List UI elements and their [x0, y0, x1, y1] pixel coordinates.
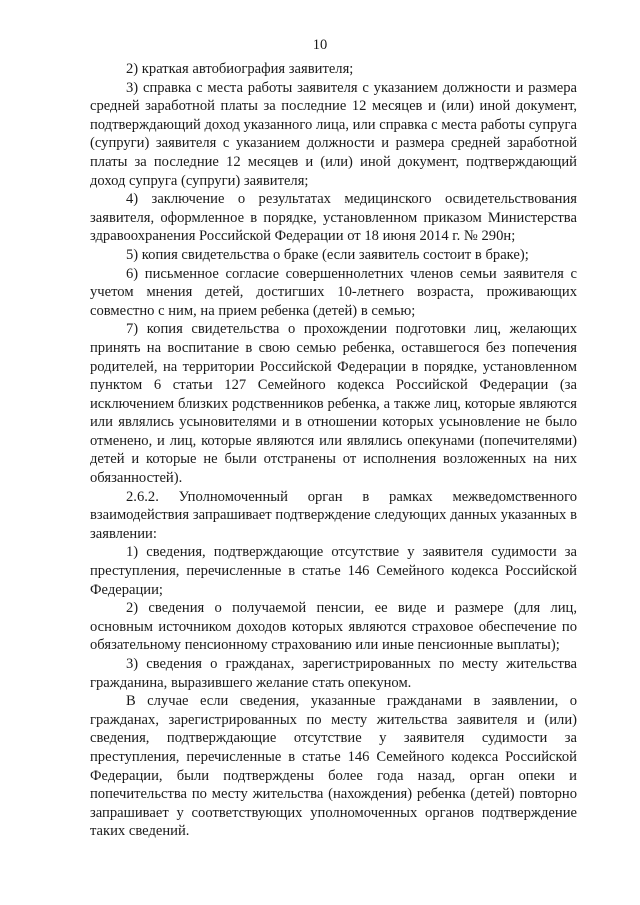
page-number: 10: [312, 37, 328, 53]
paragraph-pension-info: 2) сведения о получаемой пенсии, ее виде и размере (для лиц, основным источником доходов которых являются страховое обеспечение по обязательному пенсионному страхованию или иные пенсионные выплаты);: [90, 600, 577, 654]
paragraph-registered-citizens: 3) сведения о гражданах, зарегистрированных по месту жительства гражданина, выразившего желание стать опекуном.: [90, 656, 577, 691]
paragraph-training-certificate: 7) копия свидетельства о прохождении подготовки лиц, желающих принять на воспитание в свою семью ребенка, оставшегося без попечения родителей, на территории Российской Федерации в порядке, установленном пунктом 6 статьи 127 Семейного кодекса Российской Федерации (за исключением близких родственников ребенка, а также лиц, которые являются или являлись усыновителями и в отношении которых усыновление не было отменено, и лиц, которые являются или являлись опекунами (попечителями) детей и которые не были отстранены от исполнения возложенных на них обязанностей).: [90, 321, 577, 487]
paragraph-family-consent: 6) письменное согласие совершеннолетних членов семьи заявителя с учетом мнения детей, достигших 10-летнего возраста, проживающих совместно с ним, на прием ребенка (детей) в семью;: [90, 265, 577, 319]
paragraph-interagency-request: 2.6.2. Уполномоченный орган в рамках межведомственного взаимодействия запрашивает подтверждение следующих данных указанных в заявлении:: [90, 488, 577, 542]
paragraph-criminal-record: 1) сведения, подтверждающие отсутствие у заявителя судимости за преступления, перечисленные в статье 146 Семейного кодекса Российской Федерации;: [90, 544, 577, 598]
paragraph-employment-certificate: 3) справка с места работы заявителя с указанием должности и размера средней заработной платы за последние 12 месяцев и (или) иной документ, подтверждающий доход указанного лица, или справка с места работы супруга (супруги) заявителя с указанием должности и размера средней заработной платы за последние 12 месяцев и (или) иной документ, подтверждающий доход супруга (супруги) заявителя;: [90, 79, 577, 189]
paragraph-marriage-certificate: 5) копия свидетельства о браке (если заявитель состоит в браке);: [126, 246, 529, 263]
paragraph-medical-conclusion: 4) заключение о результатах медицинского освидетельствования заявителя, оформленное в порядке, установленном приказом Министерства здравоохранения Российской Федерации от 18 июня 2014 г. № 290н;: [90, 191, 577, 245]
paragraph-repeat-request: В случае если сведения, указанные гражданами в заявлении, о гражданах, зарегистрированных по месту жительства заявителя и (или) сведения, подтверждающие отсутствие у заявителя судимости за преступления, перечисленные в статье 146 Семейного кодекса Российской Федерации, были подтверждены более года назад, орган опеки и попечительства по месту жительства (нахождения) ребенка (детей) повторно запрашивает у соответствующих уполномоченных органов подтверждение таких сведений.: [90, 693, 577, 840]
document-body: [90, 60, 577, 841]
paragraph-autobiography: 2) краткая автобиография заявителя;: [126, 61, 354, 77]
